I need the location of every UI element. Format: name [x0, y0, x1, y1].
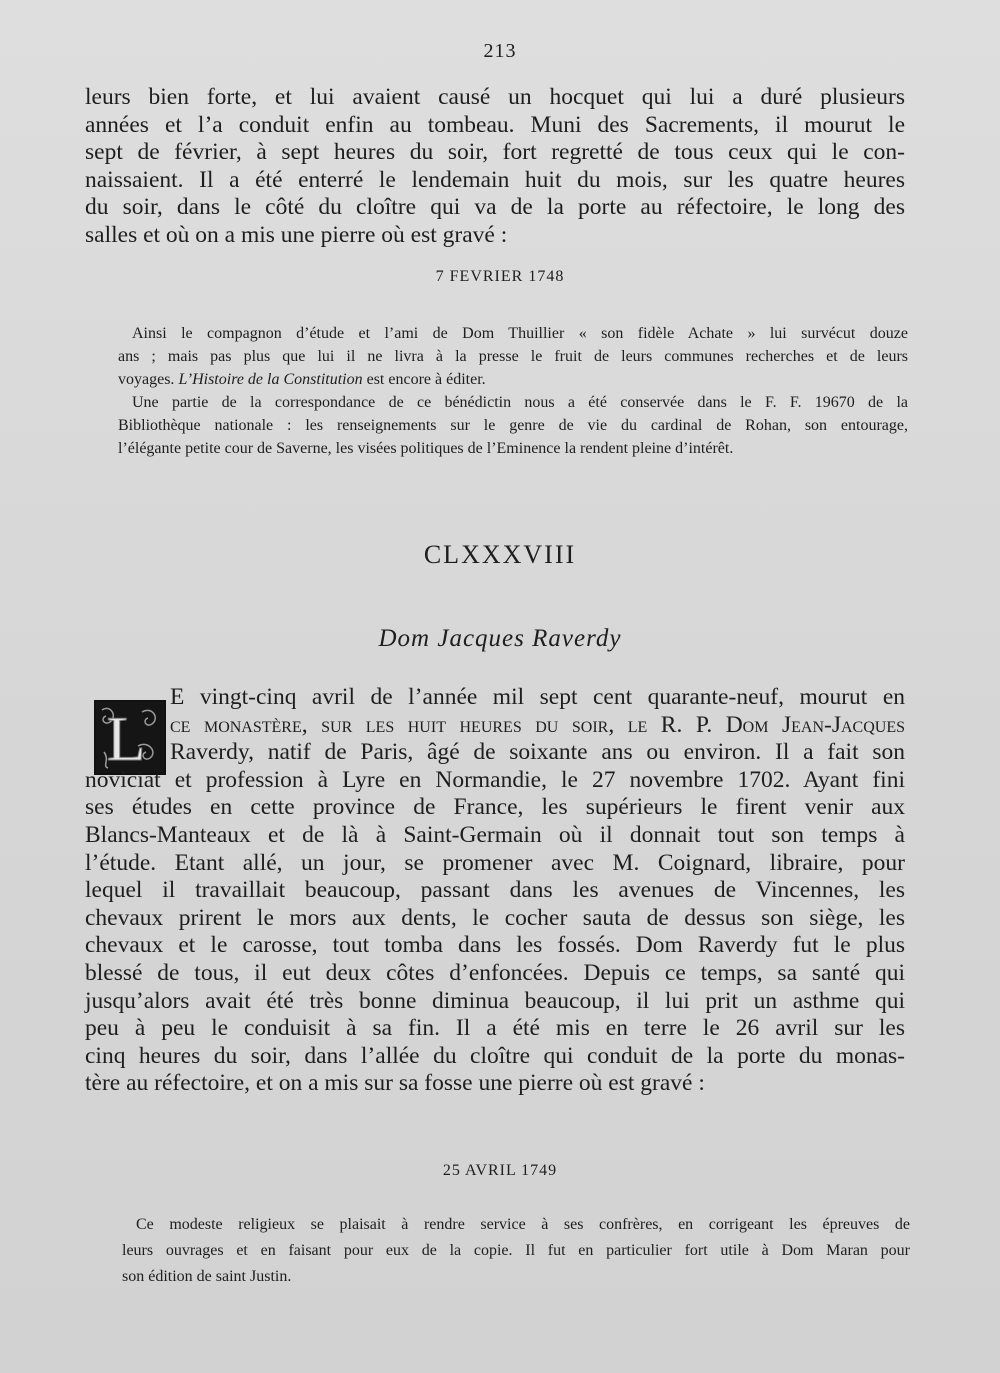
text-line: cinq heures du soir, dans l’allée du cloître qui conduit de la porte du monas-: [85, 1042, 905, 1069]
text-line: naissaient. Il a été enterré le lendemain huit du mois, sur les quatre heures: [85, 166, 905, 193]
note-text: voyages.: [118, 371, 179, 388]
footnote-block: [122, 1212, 910, 1290]
note-line: son édition de saint Justin.: [122, 1268, 292, 1285]
text-line: jusqu’alors avait été très bonne diminua beaucoup, il lui prit un asthme qui: [85, 987, 905, 1014]
chapter-body: [85, 684, 905, 1098]
text-line: chevaux et le carosse, tout tomba dans les fossés. Dom Raverdy fut le plus: [85, 932, 905, 959]
note-line: l’élégante petite cour de Saverne, les visées politiques de l’Eminence la rendent pleine d’intérêt.: [118, 440, 734, 457]
text-line: noviciat et profession à Lyre en Normandie, le 27 novembre 1702. Ayant fini: [85, 766, 905, 793]
note-line: Ce modeste religieux se plaisait à rendre service à ses confrères, en corrigeant les épreuves de: [136, 1216, 910, 1233]
paragraph-continued: [85, 84, 905, 250]
text-line: Raverdy, natif de Paris, âgé de soixante ans ou environ. Il a fait son: [170, 739, 905, 766]
text-line: E vingt-cinq avril de l’année mil sept cent quarante-neuf, mourut en: [170, 684, 905, 710]
text-line: années et l’a conduit enfin au tombeau. Muni des Sacrements, il mourut le: [85, 111, 905, 138]
text-line: chevaux prirent le mors aux dents, le cocher sauta de dessus son siège, les: [85, 904, 905, 931]
epitaph-date: 25 AVRIL 1749: [442, 1162, 558, 1179]
note-text: est encore à éditer.: [362, 371, 486, 388]
text-line: sept de février, à sept heures du soir, fort regretté de tous ceux qui le con-: [85, 139, 905, 166]
text-line: Blancs-Manteaux et de là à Saint-Germain où il donnait tout son temps à: [85, 821, 905, 848]
drop-cap-letter: L: [106, 703, 146, 773]
chapter-number: CLXXXVIII: [423, 540, 577, 569]
note-line: leurs ouvrages et en faisant pour eux de la copie. Il fut en particulier fort utile à Dom Maran pour: [122, 1242, 910, 1259]
text-line: ce monastère, sur les huit heures du soir, le R. P. Dom Jean-Jacques: [170, 711, 905, 738]
book-title-italic: L’Histoire de la Constitution: [178, 371, 363, 388]
text-line: salles et où on a mis une pierre où est gravé :: [85, 221, 508, 248]
note-line: Bibliothèque nationale : les renseignements sur le genre de vie du cardinal de Rohan, son entourage,: [118, 417, 908, 434]
note-line: [118, 368, 908, 391]
text-line: peu à peu le conduisit à sa fin. Il a été mis en terre le 26 avril sur les: [85, 1015, 905, 1042]
footnote-block: [118, 322, 908, 460]
note-line: Une partie de la correspondance de ce bénédictin nous a été conservée dans le F. F. 19670 de la: [132, 394, 908, 411]
text-line: ses études en cette province de France, les supérieurs le firent venir aux: [85, 794, 905, 821]
note-line: ans ; mais pas plus que lui il ne livra à la presse le fruit de leurs communes recherches et de leurs: [118, 348, 908, 365]
chapter-title: Dom Jacques Raverdy: [378, 625, 622, 652]
text-line: blessé de tous, il eut deux côtes d’enfoncées. Depuis ce temps, sa santé qui: [85, 959, 905, 986]
text-line: leurs bien forte, et lui avaient causé un hocquet qui lui a duré plusieurs: [85, 84, 905, 110]
text-line: l’étude. Etant allé, un jour, se promener avec M. Coignard, libraire, pour: [85, 849, 905, 876]
epitaph-date: 7 FEVRIER 1748: [435, 268, 565, 285]
page-number: 213: [483, 40, 517, 62]
text-line: tère au réfectoire, et on a mis sur sa fosse une pierre où est gravé :: [85, 1070, 705, 1097]
text-line: du soir, dans le côté du cloître qui va de la porte au réfectoire, le long des: [85, 194, 905, 221]
text-line: lequel il travaillait beaucoup, passant dans les avenues de Vincennes, les: [85, 877, 905, 904]
note-line: Ainsi le compagnon d’étude et l’ami de Dom Thuillier « son fidèle Achate » lui survécut douze: [132, 325, 908, 342]
